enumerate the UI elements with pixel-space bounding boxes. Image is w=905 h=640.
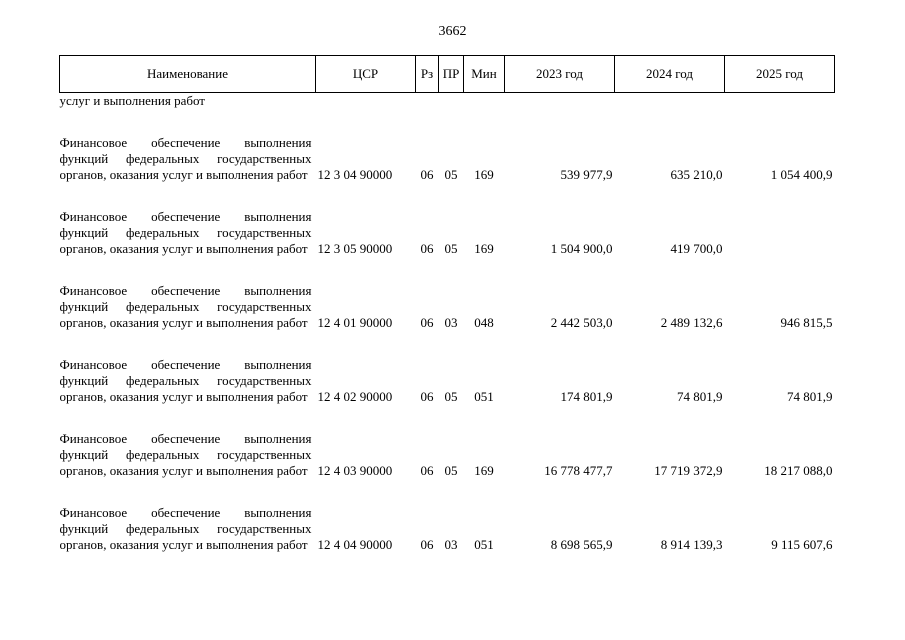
row-2023: 8 698 565,9 bbox=[550, 537, 613, 552]
row-rz: 06 bbox=[420, 537, 434, 552]
continuation-text: услуг и выполнения работ bbox=[59, 93, 205, 108]
header-2024: 2024 год bbox=[615, 56, 725, 93]
row-name: Финансовое обеспечение выполнения функций федеральных государственных органов, оказания услуг и выполнения работ bbox=[59, 357, 312, 404]
page-number: 3662 bbox=[438, 24, 467, 39]
row-name: Финансовое обеспечение выполнения функций федеральных государственных органов, оказания услуг и выполнения работ bbox=[59, 505, 312, 552]
row-2025: 9 115 607,6 bbox=[771, 537, 833, 552]
row-2025: 18 217 088,0 bbox=[764, 463, 833, 478]
row-name: Финансовое обеспечение выполнения функций федеральных государственных органов, оказания услуг и выполнения работ bbox=[59, 431, 312, 478]
row-rz: 06 bbox=[420, 167, 434, 182]
table-header-row bbox=[60, 56, 835, 93]
row-csr: 12 3 05 90000 bbox=[317, 241, 393, 256]
continuation-row bbox=[60, 93, 835, 120]
header-2025: 2025 год bbox=[725, 56, 835, 93]
table-row bbox=[60, 415, 835, 489]
row-pr: 05 bbox=[444, 167, 458, 182]
row-2025: 946 815,5 bbox=[780, 315, 833, 330]
row-2025: 74 801,9 bbox=[787, 389, 833, 404]
table-row bbox=[60, 341, 835, 415]
row-2023: 1 504 900,0 bbox=[550, 241, 613, 256]
row-csr: 12 4 02 90000 bbox=[317, 389, 393, 404]
row-min: 048 bbox=[474, 315, 494, 330]
row-pr: 05 bbox=[444, 241, 458, 256]
row-min: 169 bbox=[474, 167, 494, 182]
row-csr: 12 3 04 90000 bbox=[317, 167, 393, 182]
row-min: 051 bbox=[474, 537, 494, 552]
row-2023: 539 977,9 bbox=[560, 167, 613, 182]
row-2024: 2 489 132,6 bbox=[660, 315, 723, 330]
row-min: 169 bbox=[474, 241, 494, 256]
table-row bbox=[60, 267, 835, 341]
header-rz: Рз bbox=[416, 56, 439, 93]
row-name: Финансовое обеспечение выполнения функций федеральных государственных органов, оказания услуг и выполнения работ bbox=[59, 135, 312, 182]
table-row bbox=[60, 489, 835, 553]
row-min: 051 bbox=[474, 389, 494, 404]
row-2024: 8 914 139,3 bbox=[660, 537, 723, 552]
row-rz: 06 bbox=[420, 463, 434, 478]
row-2023: 16 778 477,7 bbox=[544, 463, 613, 478]
row-name: Финансовое обеспечение выполнения функций федеральных государственных органов, оказания услуг и выполнения работ bbox=[59, 209, 312, 256]
row-pr: 03 bbox=[444, 537, 458, 552]
budget-table bbox=[59, 55, 835, 553]
header-pr: ПР bbox=[439, 56, 464, 93]
row-csr: 12 4 03 90000 bbox=[317, 463, 393, 478]
header-name: Наименование bbox=[60, 56, 316, 93]
table-row bbox=[60, 119, 835, 193]
row-2024: 74 801,9 bbox=[677, 389, 723, 404]
row-2025: 1 054 400,9 bbox=[770, 167, 833, 182]
row-pr: 05 bbox=[444, 389, 458, 404]
header-csr: ЦСР bbox=[316, 56, 416, 93]
row-pr: 03 bbox=[444, 315, 458, 330]
row-rz: 06 bbox=[420, 241, 434, 256]
table-row bbox=[60, 193, 835, 267]
header-2023: 2023 год bbox=[505, 56, 615, 93]
row-csr: 12 4 04 90000 bbox=[317, 537, 393, 552]
row-pr: 05 bbox=[444, 463, 458, 478]
row-2024: 17 719 372,9 bbox=[654, 463, 723, 478]
row-rz: 06 bbox=[420, 389, 434, 404]
row-2023: 174 801,9 bbox=[560, 389, 613, 404]
row-2025 bbox=[725, 193, 835, 267]
row-2023: 2 442 503,0 bbox=[550, 315, 613, 330]
row-csr: 12 4 01 90000 bbox=[317, 315, 393, 330]
row-name: Финансовое обеспечение выполнения функций федеральных государственных органов, оказания услуг и выполнения работ bbox=[59, 283, 312, 330]
row-2024: 419 700,0 bbox=[670, 241, 723, 256]
row-rz: 06 bbox=[420, 315, 434, 330]
row-min: 169 bbox=[474, 463, 494, 478]
row-2024: 635 210,0 bbox=[670, 167, 723, 182]
header-min: Мин bbox=[464, 56, 505, 93]
